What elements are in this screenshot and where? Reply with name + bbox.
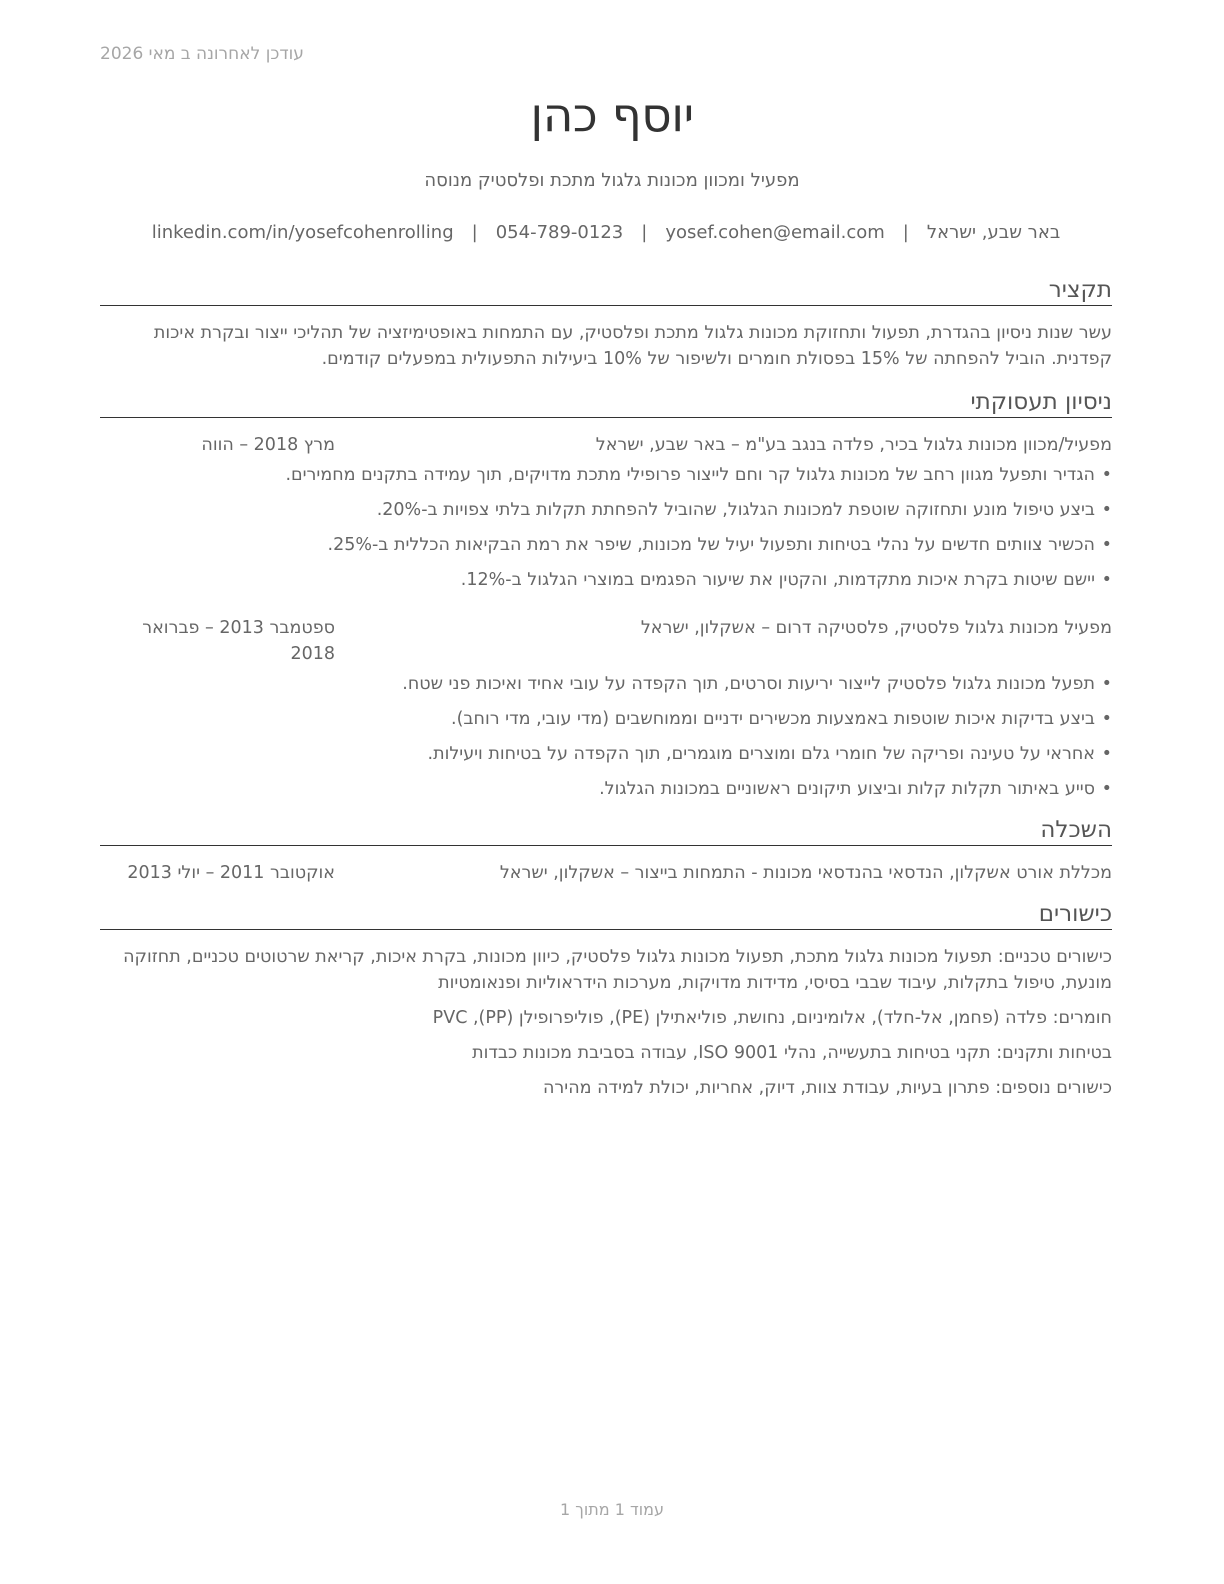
contact-separator: | [902,222,909,243]
job-bullet: • ביצע טיפול מונע ותחזוקה שוטפת למכונות הגלגול, שהוביל להפחתת תקלות בלתי צפויות ב-20%. [100,497,1112,523]
job-entry [100,615,1112,802]
job-bullet: • הגדיר ותפעל מגוון רחב של מכונות גלגול קר וחם לייצור פרופילי מתכת מדויקים, תוך עמידה בתקנים מחמירים. [100,462,1112,488]
candidate-headline: מפעיל ומכוון מכונות גלגול מתכת ופלסטיק מנוסה [424,170,800,191]
job-bullet: • הכשיר צוותים חדשים על נהלי בטיחות ותפעול יעיל של מכונות, שיפר את רמת הבקיאות הכללית ב-25%. [100,532,1112,558]
skills-line: כישורים טכניים: תפעול מכונות גלגול מתכת, תפעול מכונות גלגול פלסטיק, כיוון מכונות, בקרת איכות, קריאת שרטוטים טכניים, תחזוקה מונעת, טיפול בתקלות, עיבוד שבבי בסיסי, מדידות מדויקות, מערכות הידראוליות ופנאומטיות [123,947,1112,993]
resume-body [100,276,1112,1110]
job-bullet: • ביצע בדיקות איכות שוטפות באמצעות מכשירים ידניים וממוחשבים (מדי עובי, מדי רוחב). [100,706,1112,732]
candidate-name: יוסף כהן [530,88,694,143]
summary-section [100,276,1112,372]
job-entry [100,432,1112,593]
job-header [100,615,1112,667]
skills-section [100,900,1112,1101]
contact-separator: | [641,222,648,243]
skills-line: חומרים: פלדה (פחמן, אל-חלד), אלומיניום, נחושת, פוליאתילן (PE), פוליפרופילן (PP), PVC [432,1008,1112,1028]
job-bullet: • תפעל מכונות גלגול פלסטיק לייצור יריעות וסרטים, תוך הקפדה על עובי אחיד ואיכות פני שטח. [100,671,1112,697]
contact-email: yosef.cohen@email.com [665,222,885,243]
section-title-skills: כישורים [100,900,1112,930]
section-title-summary: תקציר [100,276,1112,306]
job-dates: ספטמבר 2013 – פברואר 2018 [142,618,335,664]
education-section [100,816,1112,886]
job-header [100,432,1112,458]
skills-line: כישורים נוספים: פתרון בעיות, עבודת צוות, דיוק, אחריות, יכולת למידה מהירה [542,1078,1112,1098]
page-number: עמוד 1 מתוך 1 [560,1500,664,1519]
contact-phone: 054-789-0123 [495,222,624,243]
education-dates: אוקטובר 2011 – יולי 2013 [127,863,335,883]
job-bullet: • סייע באיתור תקלות קלות וביצוע תיקונים ראשוניים במכונות הגלגול. [100,776,1112,802]
job-bullet: • יישם שיטות בקרת איכות מתקדמות, והקטין את שיעור הפגמים במוצרי הגלגול ב-12%. [100,567,1112,593]
job-title: מפעיל מכונות גלגול פלסטיק, פלסטיקה דרום – אשקלון, ישראל [640,618,1112,638]
last-updated-note: עודכן לאחרונה ב מאי 2026 [100,44,304,64]
contact-linkedin: linkedin.com/in/yosefcohenrolling [151,222,454,243]
section-title-experience: ניסיון תעסוקתי [100,388,1112,418]
job-bullets [100,462,1112,593]
job-bullets [100,671,1112,802]
contact-separator: | [471,222,478,243]
job-dates: מרץ 2018 – הווה [201,435,335,455]
experience-section [100,388,1112,802]
contact-location: באר שבע, ישראל [926,222,1061,243]
job-title: מפעיל/מכוון מכונות גלגול בכיר, פלדה בנגב בע"מ – באר שבע, ישראל [595,435,1112,455]
education-entry [100,860,1112,886]
job-bullet: • אחראי על טעינה ופריקה של חומרי גלם ומוצרים מוגמרים, תוך הקפדה על בטיחות ויעילות. [100,741,1112,767]
summary-text: עשר שנות ניסיון בהגדרת, תפעול ותחזוקת מכונות גלגול מתכת ופלסטיק, עם התמחות באופטימיזציה של תהליכי ייצור ובקרת איכות קפדנית. הוביל להפחתה של 15% בפסולת חומרים ולשיפור של 10% ביעילות התפעולית במפעלים קודמים. [153,323,1112,369]
section-title-education: השכלה [100,816,1112,846]
contact-info [100,222,1112,243]
skills-line: בטיחות ותקנים: תקני בטיחות בתעשייה, נהלי ISO 9001, עבודה בסביבת מכונות כבדות [472,1043,1112,1063]
education-title: מכללת אורט אשקלון, הנדסאי בהנדסאי מכונות - התמחות בייצור – אשקלון, ישראל [499,863,1112,883]
